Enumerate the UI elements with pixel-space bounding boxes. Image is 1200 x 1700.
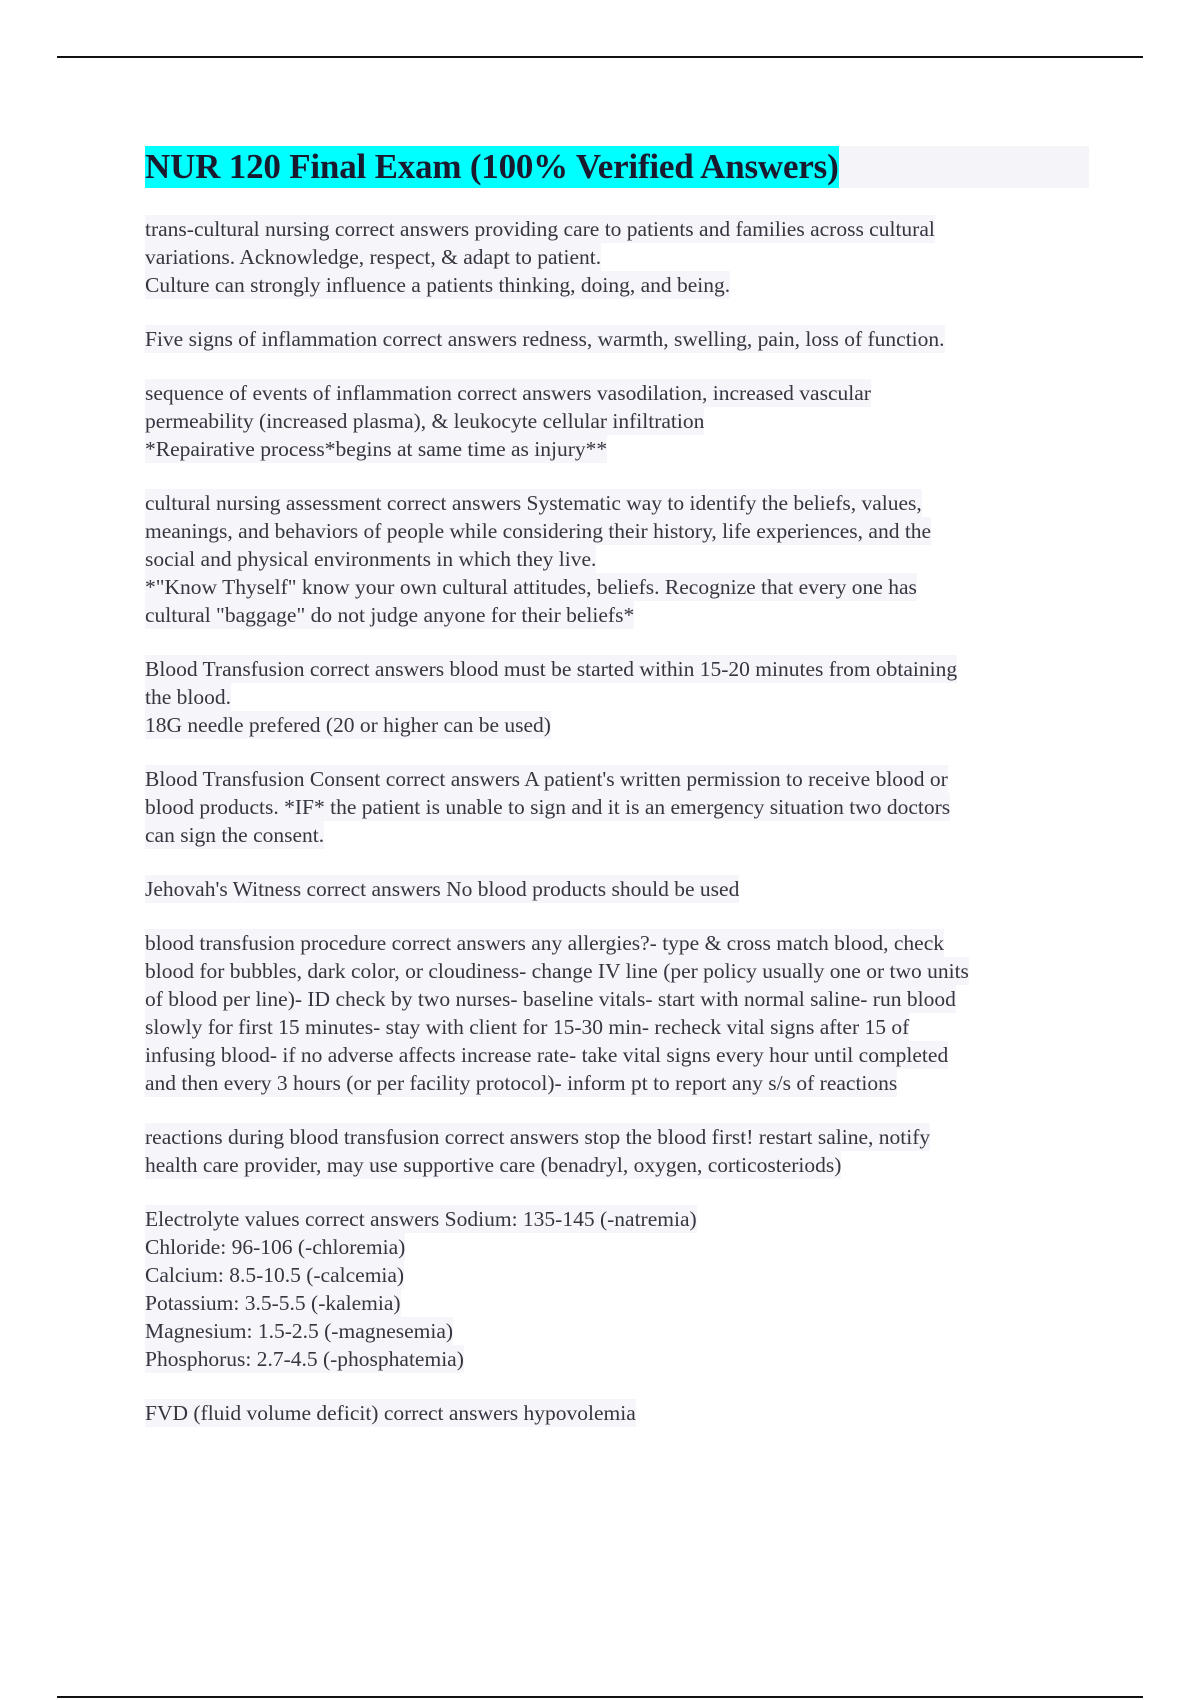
entry-line: infusing blood- if no adverse affects increase rate- take vital signs every hour until completed [145, 1043, 949, 1067]
entry-line: sequence of events of inflammation correct answers vasodilation, increased vascular [145, 381, 871, 405]
qa-entry [145, 1205, 1080, 1373]
entry-line: Jehovah's Witness correct answers No blood products should be used [145, 877, 740, 901]
qa-entry [145, 215, 1080, 299]
entry-line: *"Know Thyself" know your own cultural attitudes, beliefs. Recognize that every one has [145, 575, 917, 599]
entry-line: Blood Transfusion correct answers blood must be started within 15-20 minutes from obtaining [145, 657, 958, 681]
entry-line: permeability (increased plasma), & leukocyte cellular infiltration [145, 409, 705, 433]
entry-line: Electrolyte values correct answers Sodium: 135-145 (-natremia) [145, 1207, 697, 1231]
entry-line: 18G needle prefered (20 or higher can be used) [145, 713, 551, 737]
qa-entry [145, 325, 1080, 353]
entry-line: and then every 3 hours (or per facility protocol)- inform pt to report any s/s of reactions [145, 1071, 898, 1095]
entry-line: blood products. *IF* the patient is unable to sign and it is an emergency situation two doctors [145, 795, 951, 819]
entry-line: Potassium: 3.5-5.5 (-kalemia) [145, 1291, 401, 1315]
entry-line: blood for bubbles, dark color, or cloudiness- change IV line (per policy usually one or two units [145, 959, 969, 983]
qa-entries [145, 215, 1080, 1453]
qa-entry [145, 1123, 1080, 1179]
entry-line: cultural "baggage" do not judge anyone for their beliefs* [145, 603, 635, 627]
entry-line: Five signs of inflammation correct answers redness, warmth, swelling, pain, loss of function. [145, 327, 945, 351]
entry-line: Calcium: 8.5-10.5 (-calcemia) [145, 1263, 405, 1287]
entry-line: social and physical environments in which they live. [145, 547, 597, 571]
entry-line: Culture can strongly influence a patients thinking, doing, and being. [145, 273, 731, 297]
entry-line: *Repairative process*begins at same time as injury** [145, 437, 608, 461]
footer-rule [57, 1696, 1143, 1698]
qa-entry [145, 875, 1080, 903]
entry-line: Phosphorus: 2.7-4.5 (-phosphatemia) [145, 1347, 464, 1371]
entry-line: the blood. [145, 685, 231, 709]
qa-entry [145, 929, 1080, 1097]
entry-line: variations. Acknowledge, respect, & adapt to patient. [145, 245, 602, 269]
entry-line: can sign the consent. [145, 823, 325, 847]
entry-line: trans-cultural nursing correct answers providing care to patients and families across cultural [145, 217, 935, 241]
qa-entry [145, 1399, 1080, 1427]
qa-entry [145, 655, 1080, 739]
entry-line: Magnesium: 1.5-2.5 (-magnesemia) [145, 1319, 454, 1343]
entry-line: slowly for first 15 minutes- stay with client for 15-30 min- recheck vital signs after 15 of [145, 1015, 910, 1039]
entry-line: reactions during blood transfusion correct answers stop the blood first! restart saline, notify [145, 1125, 931, 1149]
qa-entry [145, 379, 1080, 463]
entry-line: blood transfusion procedure correct answers any allergies?- type & cross match blood, check [145, 931, 945, 955]
entry-line: cultural nursing assessment correct answers Systematic way to identify the beliefs, values, [145, 491, 922, 515]
entry-line: Chloride: 96-106 (-chloremia) [145, 1235, 406, 1259]
entry-line: health care provider, may use supportive care (benadryl, oxygen, corticosteriods) [145, 1153, 842, 1177]
entry-line: meanings, and behaviors of people while considering their history, life experiences, and the [145, 519, 932, 543]
entry-line: Blood Transfusion Consent correct answers A patient's written permission to receive blood or [145, 767, 948, 791]
entry-line: FVD (fluid volume deficit) correct answers hypovolemia [145, 1401, 636, 1425]
document-title: NUR 120 Final Exam (100% Verified Answers) [145, 147, 839, 186]
qa-entry [145, 765, 1080, 849]
entry-line: of blood per line)- ID check by two nurses- baseline vitals- start with normal saline- run blood [145, 987, 956, 1011]
header-rule [57, 56, 1143, 58]
qa-entry [145, 489, 1080, 629]
